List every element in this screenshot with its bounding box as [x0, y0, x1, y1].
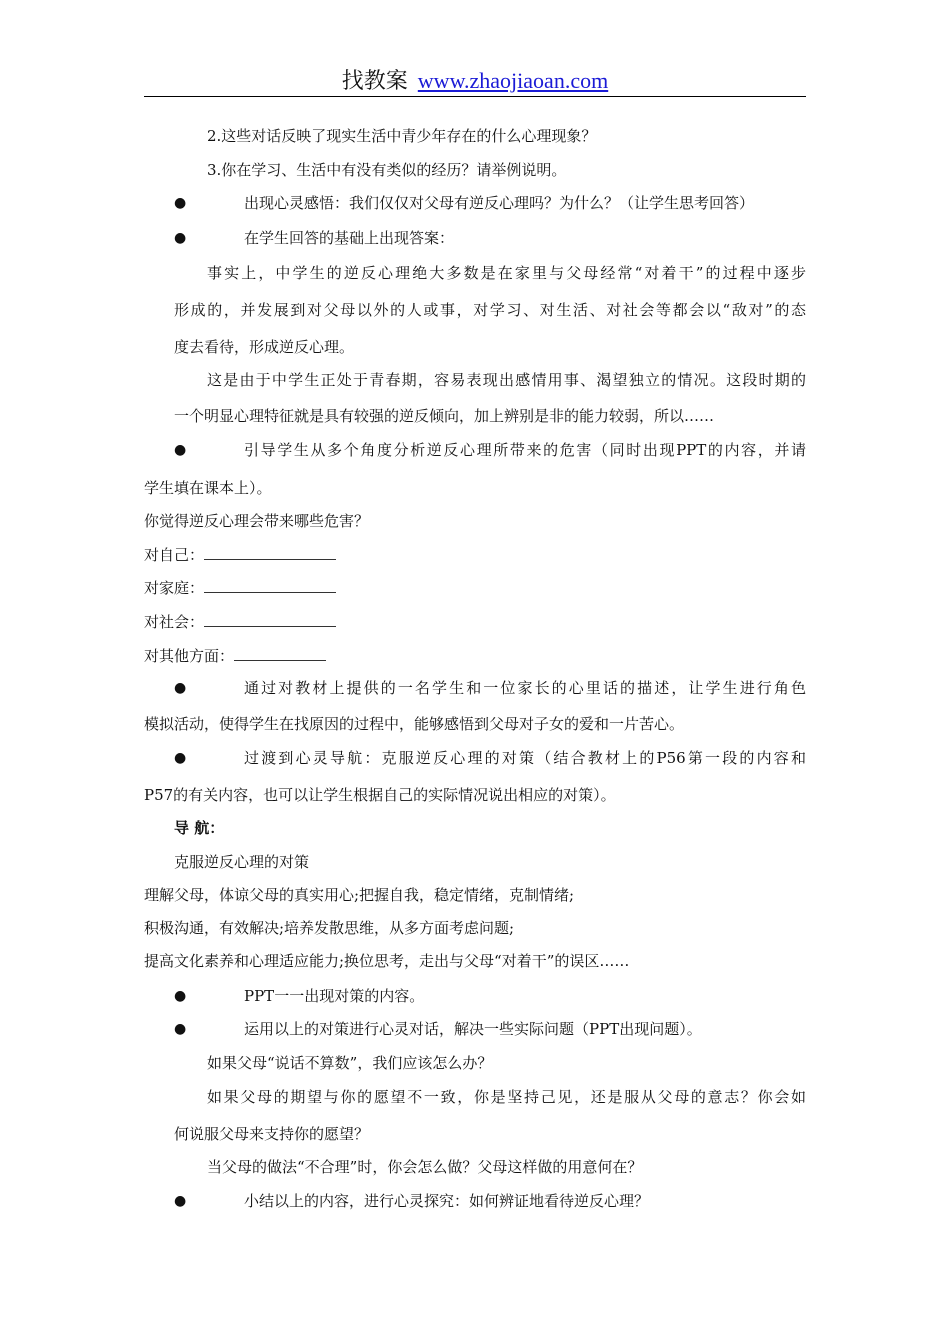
scenario-2: 如果父母的期望与你的愿望不一致，你是坚持己见，还是服从父母的意志？你会如	[207, 1088, 806, 1106]
bullet-marker: ●	[174, 750, 187, 766]
harm-family-label: 对家庭：	[144, 579, 205, 597]
bullet-dialogue: 运用以上的对策进行心灵对话，解决一些实际问题（PPT出现问题）。	[244, 1020, 702, 1038]
paragraph-line: 度去看待，形成逆反心理。	[174, 338, 355, 356]
header-rule	[144, 96, 806, 97]
nav-item: 理解父母，体谅父母的真实用心;把握自我，稳定情绪，克制情绪;	[144, 886, 575, 904]
harm-society-row	[144, 612, 336, 632]
bullet-marker: ●	[174, 195, 187, 211]
paragraph-line: 这是由于中学生正处于青春期，容易表现出感情用事、渴望独立的情况。这段时期的	[207, 371, 806, 389]
header-site-link[interactable]: www.zhaojiaoan.com	[417, 68, 609, 93]
nav-title: 导 航：	[174, 819, 225, 837]
page-header	[144, 66, 806, 96]
fill-blank[interactable]	[234, 646, 326, 661]
bullet-ppt: PPT一一出现对策的内容。	[244, 987, 425, 1005]
bullet-harm: 引导学生从多个角度分析逆反心理所带来的危害（同时出现PPT的内容，并请	[244, 441, 806, 459]
bullet-navigation: 过渡到心灵导航：克服逆反心理的对策（结合教材上的P56第一段的内容和	[244, 749, 806, 767]
fill-blank[interactable]	[204, 578, 336, 593]
bullet-harm-cont: 学生填在课本上）。	[144, 479, 272, 497]
harm-society-label: 对社会：	[144, 613, 205, 631]
bullet-roleplay: 通过对教材上提供的一名学生和一位家长的心里话的描述，让学生进行角色	[244, 679, 806, 697]
bullet-marker: ●	[174, 680, 187, 696]
nav-subtitle: 克服逆反心理的对策	[174, 853, 310, 871]
nav-item: 积极沟通，有效解决;培养发散思维，从多方面考虑问题;	[144, 919, 515, 937]
harm-question: 你觉得逆反心理会带来哪些危害？	[144, 512, 370, 530]
paragraph-line: 事实上，中学生的逆反心理绝大多数是在家里与父母经常“对着干”的过程中逐步	[207, 264, 806, 282]
bullet-answer: 在学生回答的基础上出现答案：	[244, 229, 455, 247]
bullet-marker: ●	[174, 442, 187, 458]
header-brand: 找教案	[341, 69, 408, 94]
bullet-roleplay-cont: 模拟活动，使得学生在找原因的过程中，能够感悟到父母对子女的爱和一片苦心。	[144, 715, 685, 733]
scenario-3: 当父母的做法“不合理”时，你会怎么做？父母这样做的用意何在？	[207, 1158, 643, 1176]
bullet-navigation-cont: P57的有关内容，也可以让学生根据自己的实际情况说出相应的对策）。	[144, 786, 616, 804]
harm-family-row	[144, 578, 336, 598]
paragraph-line: 形成的，并发展到对父母以外的人或事，对学习、对生活、对社会等都会以“敌对”的态	[174, 301, 806, 319]
fill-blank[interactable]	[204, 545, 336, 560]
bullet-marker: ●	[174, 1021, 187, 1037]
harm-self-label: 对自己：	[144, 546, 205, 564]
bullet-marker: ●	[174, 1193, 187, 1209]
fill-blank[interactable]	[204, 612, 336, 627]
paragraph-line: 一个明显心理特征就是具有较强的逆反倾向，加上辨别是非的能力较弱，所以……	[174, 407, 715, 425]
scenario-2-cont: 何说服父母来支持你的愿望？	[174, 1125, 370, 1143]
question-3: 3.你在学习、生活中有没有类似的经历？请举例说明。	[207, 161, 567, 179]
question-2: 2.这些对话反映了现实生活中青少年存在的什么心理现象？	[207, 127, 597, 145]
nav-item: 提高文化素养和心理适应能力;换位思考，走出与父母“对着干”的误区……	[144, 952, 630, 970]
harm-other-label: 对其他方面：	[144, 647, 235, 665]
harm-other-row	[144, 646, 326, 666]
bullet-marker: ●	[174, 988, 187, 1004]
bullet-summary: 小结以上的内容，进行心灵探究：如何辨证地看待逆反心理？	[244, 1192, 650, 1210]
bullet-insight: 出现心灵感悟：我们仅仅对父母有逆反心理吗？为什么？（让学生思考回答）	[244, 194, 755, 212]
harm-self-row	[144, 545, 336, 565]
bullet-marker: ●	[174, 230, 187, 246]
scenario-1: 如果父母“说话不算数”，我们应该怎么办？	[207, 1054, 493, 1072]
